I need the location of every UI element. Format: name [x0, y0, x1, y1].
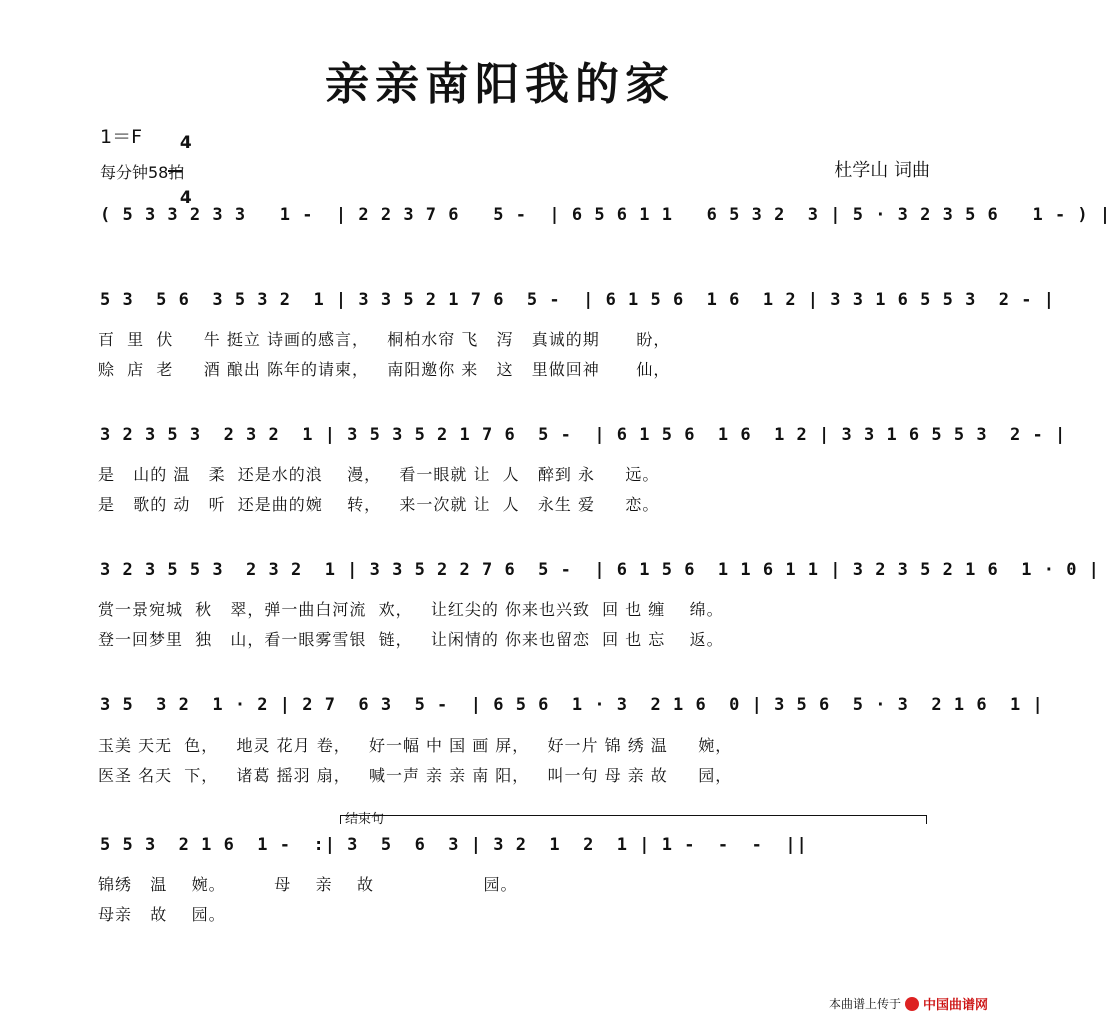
time-signature-bottom: 4: [179, 188, 192, 208]
song-title: 亲亲南阳我的家: [325, 59, 675, 110]
site-logo-icon: [905, 997, 919, 1011]
ending-marker: 结束句: [345, 812, 385, 827]
lyric-line-3a: 是 山的 温 柔 还是水的浪 漫， 看一眼就 让 人 醉到 永 远。: [98, 465, 660, 484]
lyric-line-4a: 赏一景宛城 秋 翠，弹一曲白河流 欢， 让红尖的 你来也兴致 回 也 缠 绵。: [98, 600, 724, 619]
time-signature-top: 4: [179, 133, 192, 153]
lyric-line-2b: 赊 店 老 酒 酿出 陈年的请柬， 南阳邀你 来 这 里做回神 仙，: [98, 360, 671, 379]
ending-bracket: [340, 815, 927, 824]
lyric-line-6a: 锦绣 温 婉。 母 亲 故 园。: [98, 875, 518, 894]
notation-line-3: 3 2 3 5 3 2 3 2 1 | 3 5 3 5 2 1 7 6 5 - | 6 1 5 6 1 6 1 2 | 3 3 1 6 5 5 3 2 - |: [100, 425, 1067, 445]
notation-line-2: 5 3 5 6 3 5 3 2 1 | 3 3 5 2 1 7 6 5 - | 6 1 5 6 1 6 1 2 | 3 3 1 6 5 5 3 2 - |: [100, 290, 1055, 310]
notation-line-4: 3 2 3 5 5 3 2 3 2 1 | 3 3 5 2 2 7 6 5 - | 6 1 5 6 1 1 6 1 1 | 3 2 3 5 2 1 6 1 · 0 |: [100, 560, 1100, 580]
notation-line-5: 3 5 3 2 1 · 2 | 2 7 6 3 5 - | 6 5 6 1 · 3 2 1 6 0 | 3 5 6 5 · 3 2 1 6 1 |: [100, 695, 1044, 715]
composer-credit: 杜学山 词曲: [834, 160, 930, 181]
footer-credit: [829, 994, 988, 1013]
lyric-line-4b: 登一回梦里 独 山，看一眼雾雪银 链， 让闲情的 你来也留恋 回 也 忘 返。: [98, 630, 724, 649]
notation-line-1: ( 5 3 3 2 3 3 1 - | 2 2 3 7 6 5 - | 6 5 6 1 1 6 5 3 2 3 | 5 · 3 2 3 5 6 1 - ) |: [100, 205, 1111, 225]
lyric-line-3b: 是 歌的 动 听 还是曲的婉 转， 来一次就 让 人 永生 爱 恋。: [98, 495, 660, 514]
lyric-line-6b: 母亲 故 园。: [98, 905, 226, 924]
tempo-marking: 每分钟58拍: [100, 163, 185, 182]
key-signature: 1＝F: [100, 126, 143, 148]
footer-prefix: 本曲谱上传于: [828, 997, 901, 1011]
lyric-line-5b: 医圣 名天 下， 诸葛 摇羽 扇， 喊一声 亲 亲 南 阳， 叫一句 母 亲 故 园，: [98, 766, 733, 785]
lyric-line-5a: 玉美 天无 色， 地灵 花月 卷， 好一幅 中 国 画 屏， 好一片 锦 绣 温 婉，: [98, 736, 733, 755]
site-name[interactable]: 中国曲谱网: [922, 998, 988, 1013]
lyric-line-2a: 百 里 伏 牛 挺立 诗画的感言， 桐柏水帘 飞 泻 真诚的期 盼，: [98, 330, 671, 349]
notation-line-6: 5 5 3 2 1 6 1 - :| 3 5 6 3 | 3 2 1 2 1 | 1 - - - ||: [100, 835, 808, 855]
